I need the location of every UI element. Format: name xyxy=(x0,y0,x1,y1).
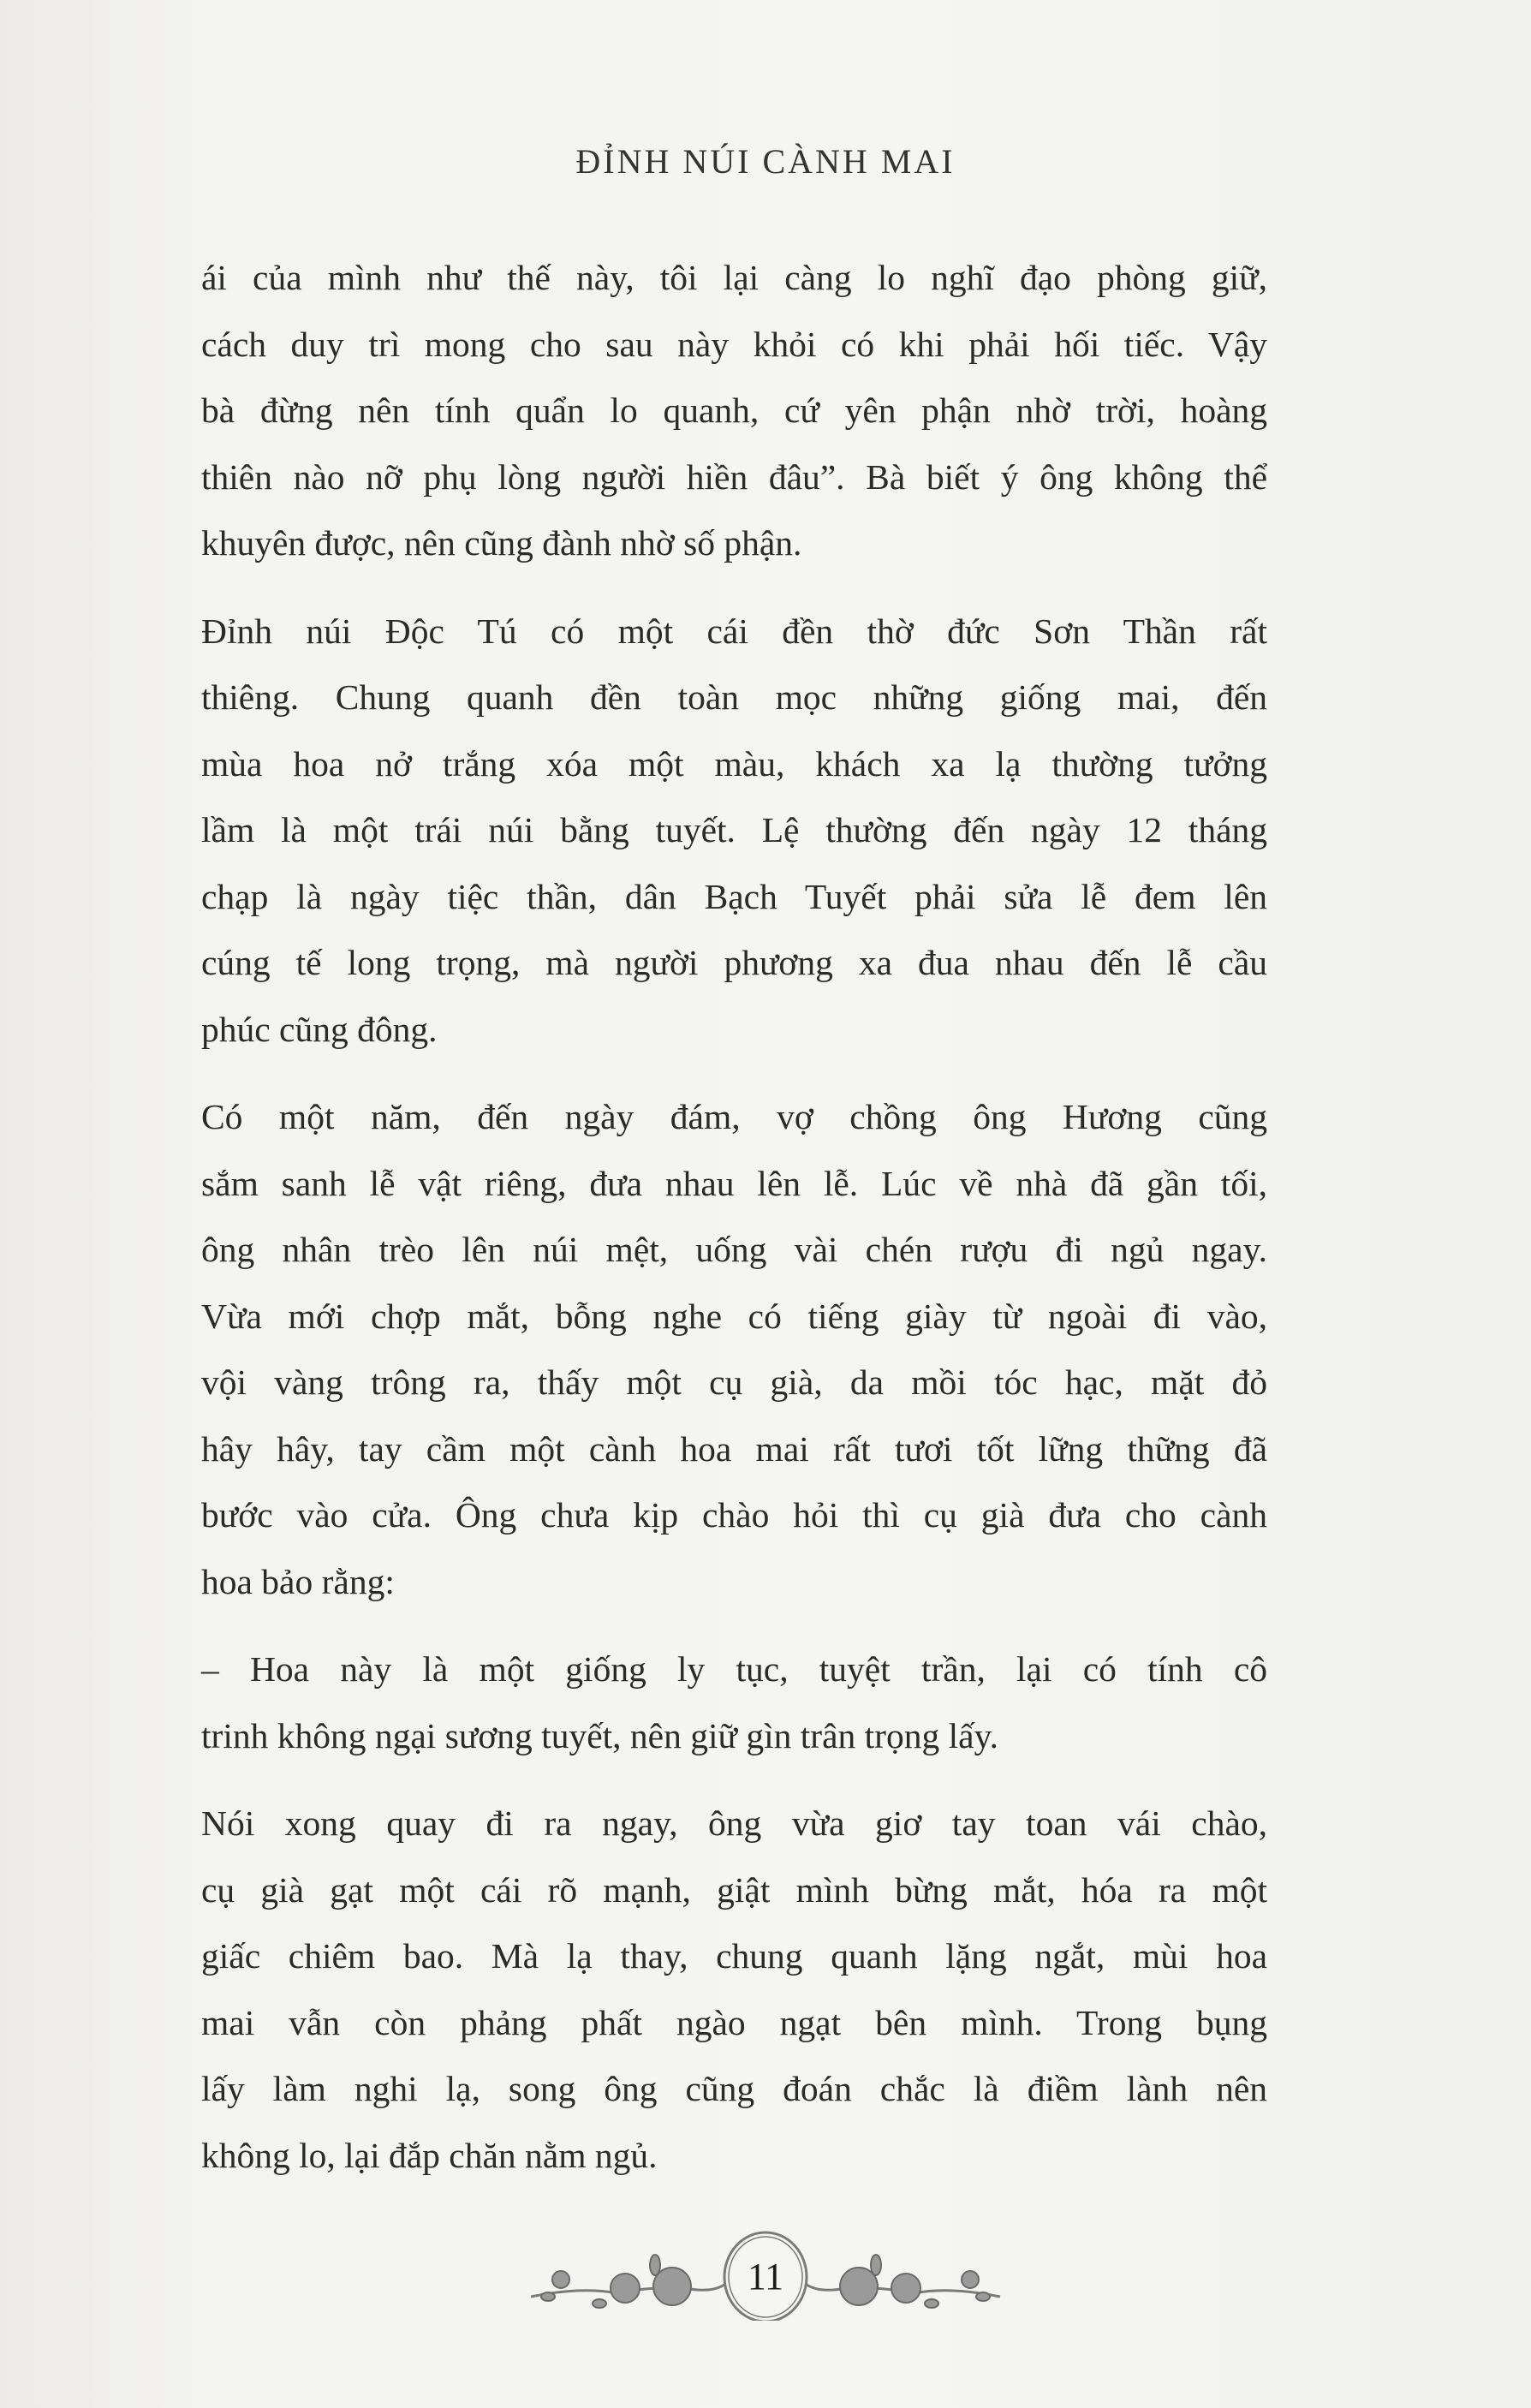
text-line: Đỉnh núi Độc Tú có một cái đền thờ đức Sơn Thần rất xyxy=(201,611,1267,651)
text-line: ái của mình như thế này, tôi lại càng lo nghĩ đạo phòng giữ, xyxy=(201,258,1267,297)
text-line: ông nhân trèo lên núi mệt, uống vài chén rượu đi ngủ ngay. xyxy=(201,1230,1267,1269)
text-line: lấy làm nghi lạ, song ông cũng đoán chắc là điềm lành nên xyxy=(201,2069,1267,2108)
text-line: không lo, lại đắp chăn nằm ngủ. xyxy=(201,2135,658,2175)
page-number: 11 xyxy=(747,2256,784,2298)
text-line: khuyên được, nên cũng đành nhờ số phận. xyxy=(201,523,802,563)
text-line: phúc cũng đông. xyxy=(201,1009,438,1049)
text-line: cụ già gạt một cái rõ mạnh, giật mình bừng mắt, hóa ra một xyxy=(201,1869,1267,1910)
text-line: – Hoa này là một giống ly tục, tuyệt trần, lại có tính cô xyxy=(201,1649,1267,1689)
text-line: lầm là một trái núi bằng tuyết. Lệ thường đến ngày 12 tháng xyxy=(201,810,1267,849)
text-line: hoa bảo rằng: xyxy=(201,1561,395,1601)
text-line: bà đừng nên tính quẩn lo quanh, cứ yên phận nhờ trời, hoàng xyxy=(201,390,1267,430)
paragraph xyxy=(201,1084,1267,1615)
text-line: Có một năm, đến ngày đám, vợ chồng ông Hương cũng xyxy=(201,1097,1267,1136)
text-line: cách duy trì mong cho sau này khỏi có khi phải hối tiếc. Vậy xyxy=(201,324,1267,364)
text-line: cúng tế long trọng, mà người phương xa đua nhau đến lễ cầu xyxy=(201,943,1267,982)
text-line: chạp là ngày tiệc thần, dân Bạch Tuyết phải sửa lễ đem lên xyxy=(201,876,1267,916)
text-line: giấc chiêm bao. Mà lạ thay, chung quanh lặng ngắt, mùi hoa xyxy=(201,1936,1267,1976)
paragraph xyxy=(201,599,1267,1064)
text-line: vội vàng trông ra, thấy một cụ già, da mồi tóc hạc, mặt đỏ xyxy=(201,1362,1267,1402)
text-line: trinh không ngại sương tuyết, nên giữ gìn trân trọng lấy. xyxy=(201,1715,998,1755)
text-line: Vừa mới chợp mắt, bỗng nghe có tiếng giày từ ngoài đi vào, xyxy=(201,1296,1267,1336)
text-line: hây hây, tay cầm một cành hoa mai rất tươi tốt lững thững đã xyxy=(201,1428,1267,1469)
text-line: sắm sanh lễ vật riêng, đưa nhau lên lễ. Lúc về nhà đã gần tối, xyxy=(201,1163,1267,1203)
text-line: mùa hoa nở trắng xóa một màu, khách xa lạ thường tưởng xyxy=(201,743,1267,784)
running-header: ĐỈNH NÚI CÀNH MAI xyxy=(575,142,956,181)
text-line: Nói xong quay đi ra ngay, ông vừa giơ tay toan vái chào, xyxy=(201,1803,1267,1843)
text-line: bước vào cửa. Ông chưa kịp chào hỏi thì cụ già đưa cho cành xyxy=(201,1495,1267,1535)
page-footer-ornament xyxy=(0,2226,1531,2321)
paragraph xyxy=(201,1791,1267,2189)
text-line: thiêng. Chung quanh đền toàn mọc những giống mai, đến xyxy=(201,677,1267,717)
text-line: thiên nào nỡ phụ lòng người hiền đâu”. Bà biết ý ông không thể xyxy=(201,456,1267,497)
paragraph xyxy=(201,1636,1267,1769)
body-text xyxy=(201,245,1267,2210)
paragraph xyxy=(201,245,1267,577)
text-line: mai vẫn còn phảng phất ngào ngạt bên mình. Trong bụng xyxy=(201,2002,1267,2042)
